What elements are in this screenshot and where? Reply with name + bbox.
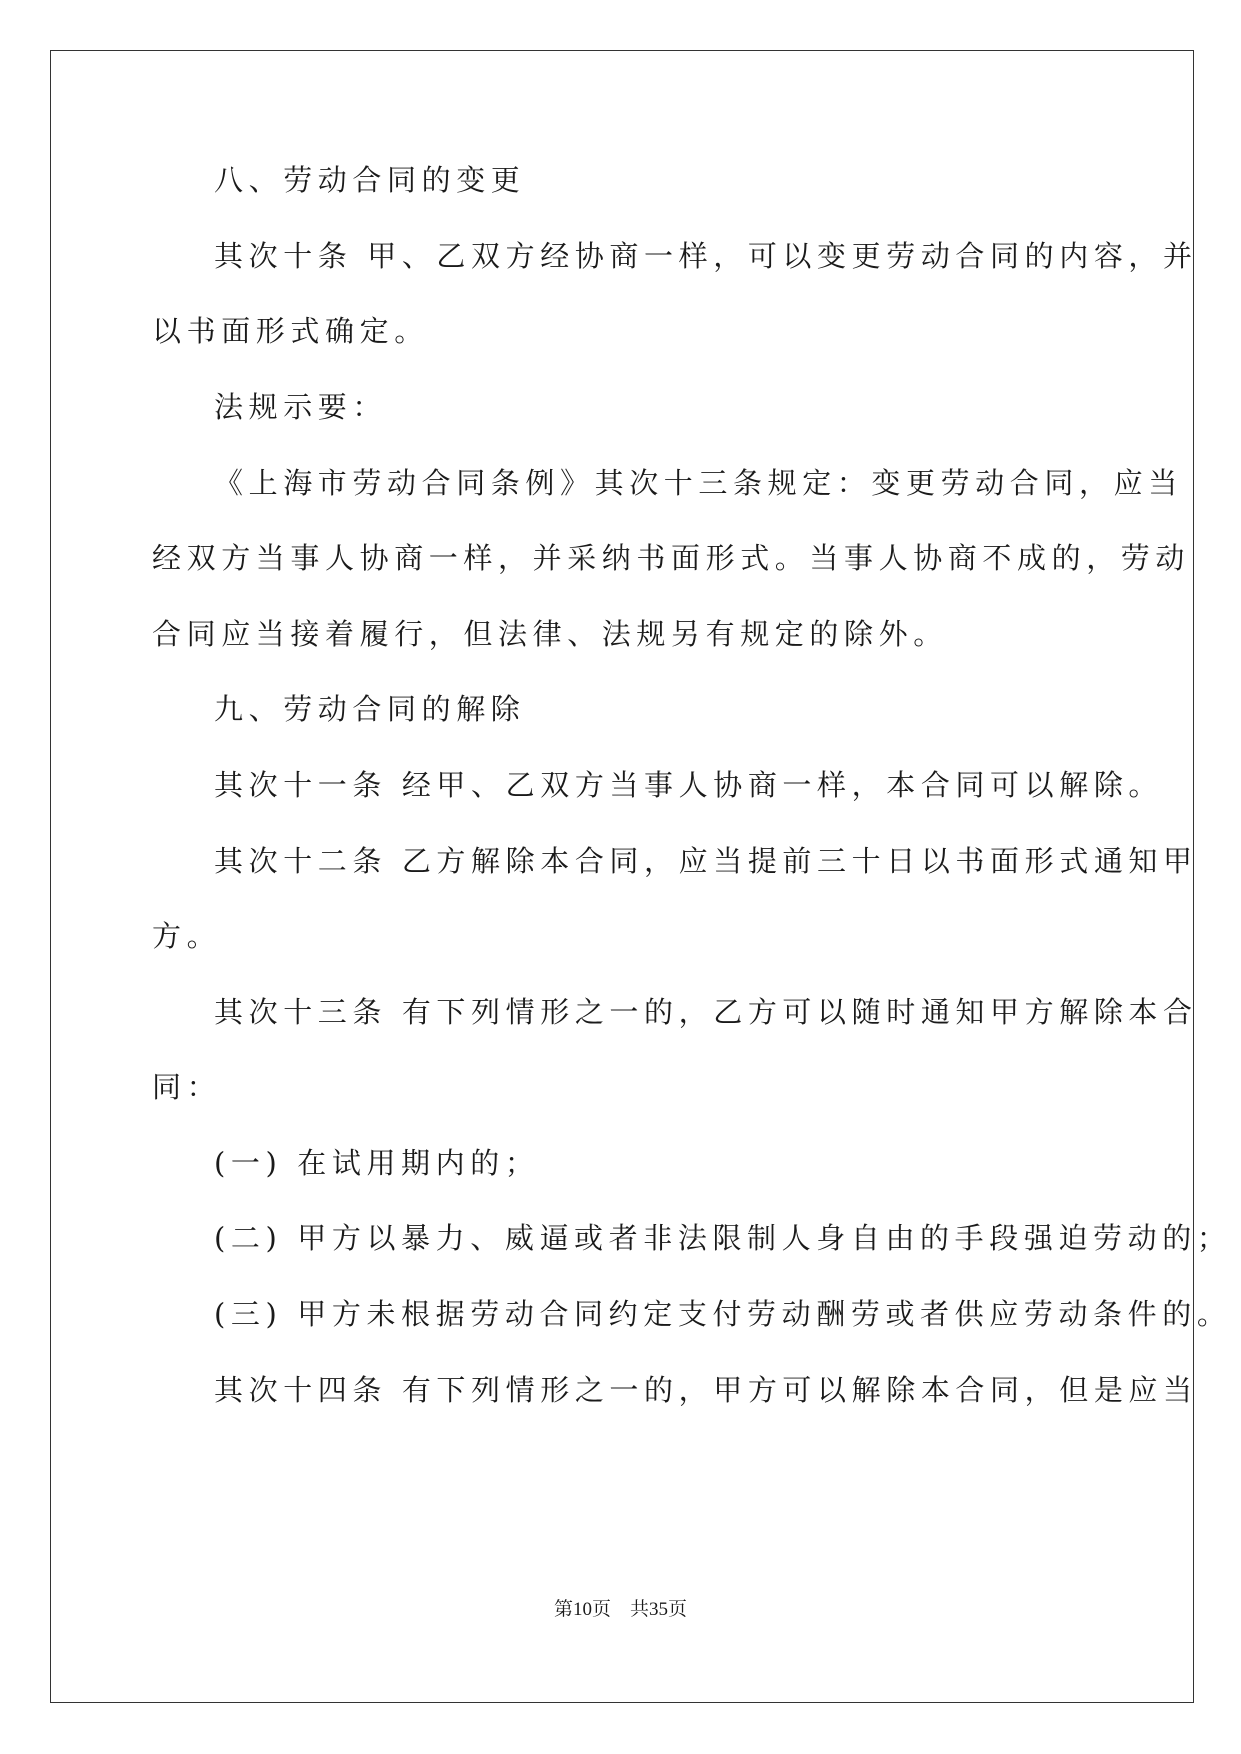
paragraph-line: 其次十二条 乙方解除本合同，应当提前三十日以书面形式通知甲 bbox=[214, 844, 1198, 878]
paragraph-line: 其次十一条 经甲、乙双方当事人协商一样，本合同可以解除。 bbox=[214, 768, 1164, 802]
section-heading-8: 八、劳动合同的变更 bbox=[214, 163, 526, 197]
paragraph-line: 合同应当接着履行，但法律、法规另有规定的除外。 bbox=[152, 617, 948, 651]
paragraph-line: 法规示要： bbox=[214, 390, 388, 424]
section-heading-9: 九、劳动合同的解除 bbox=[214, 692, 526, 726]
paragraph-line: 同： bbox=[152, 1070, 222, 1104]
paragraph-line: 其次十条 甲、乙双方经协商一样，可以变更劳动合同的内容，并 bbox=[214, 239, 1198, 273]
list-item: (三) 甲方未根据劳动合同约定支付劳动酬劳或者供应劳动条件的。 bbox=[214, 1297, 1232, 1331]
paragraph-line: 《上海市劳动合同条例》其次十三条规定：变更劳动合同，应当 bbox=[214, 466, 1183, 500]
list-item: (一) 在试用期内的； bbox=[214, 1146, 540, 1180]
paragraph-line: 方。 bbox=[152, 919, 222, 953]
paragraph-line: 经双方当事人协商一样，并采纳书面形式。当事人协商不成的，劳动 bbox=[152, 541, 1191, 575]
page-number: 第10页 共35页 bbox=[553, 1599, 687, 1620]
list-item: (二) 甲方以暴力、威逼或者非法限制人身自由的手段强迫劳动的； bbox=[214, 1221, 1232, 1255]
paragraph-line: 其次十四条 有下列情形之一的，甲方可以解除本合同，但是应当 bbox=[214, 1373, 1198, 1407]
paragraph-line: 其次十三条 有下列情形之一的，乙方可以随时通知甲方解除本合 bbox=[214, 995, 1198, 1029]
paragraph-line: 以书面形式确定。 bbox=[152, 314, 429, 348]
